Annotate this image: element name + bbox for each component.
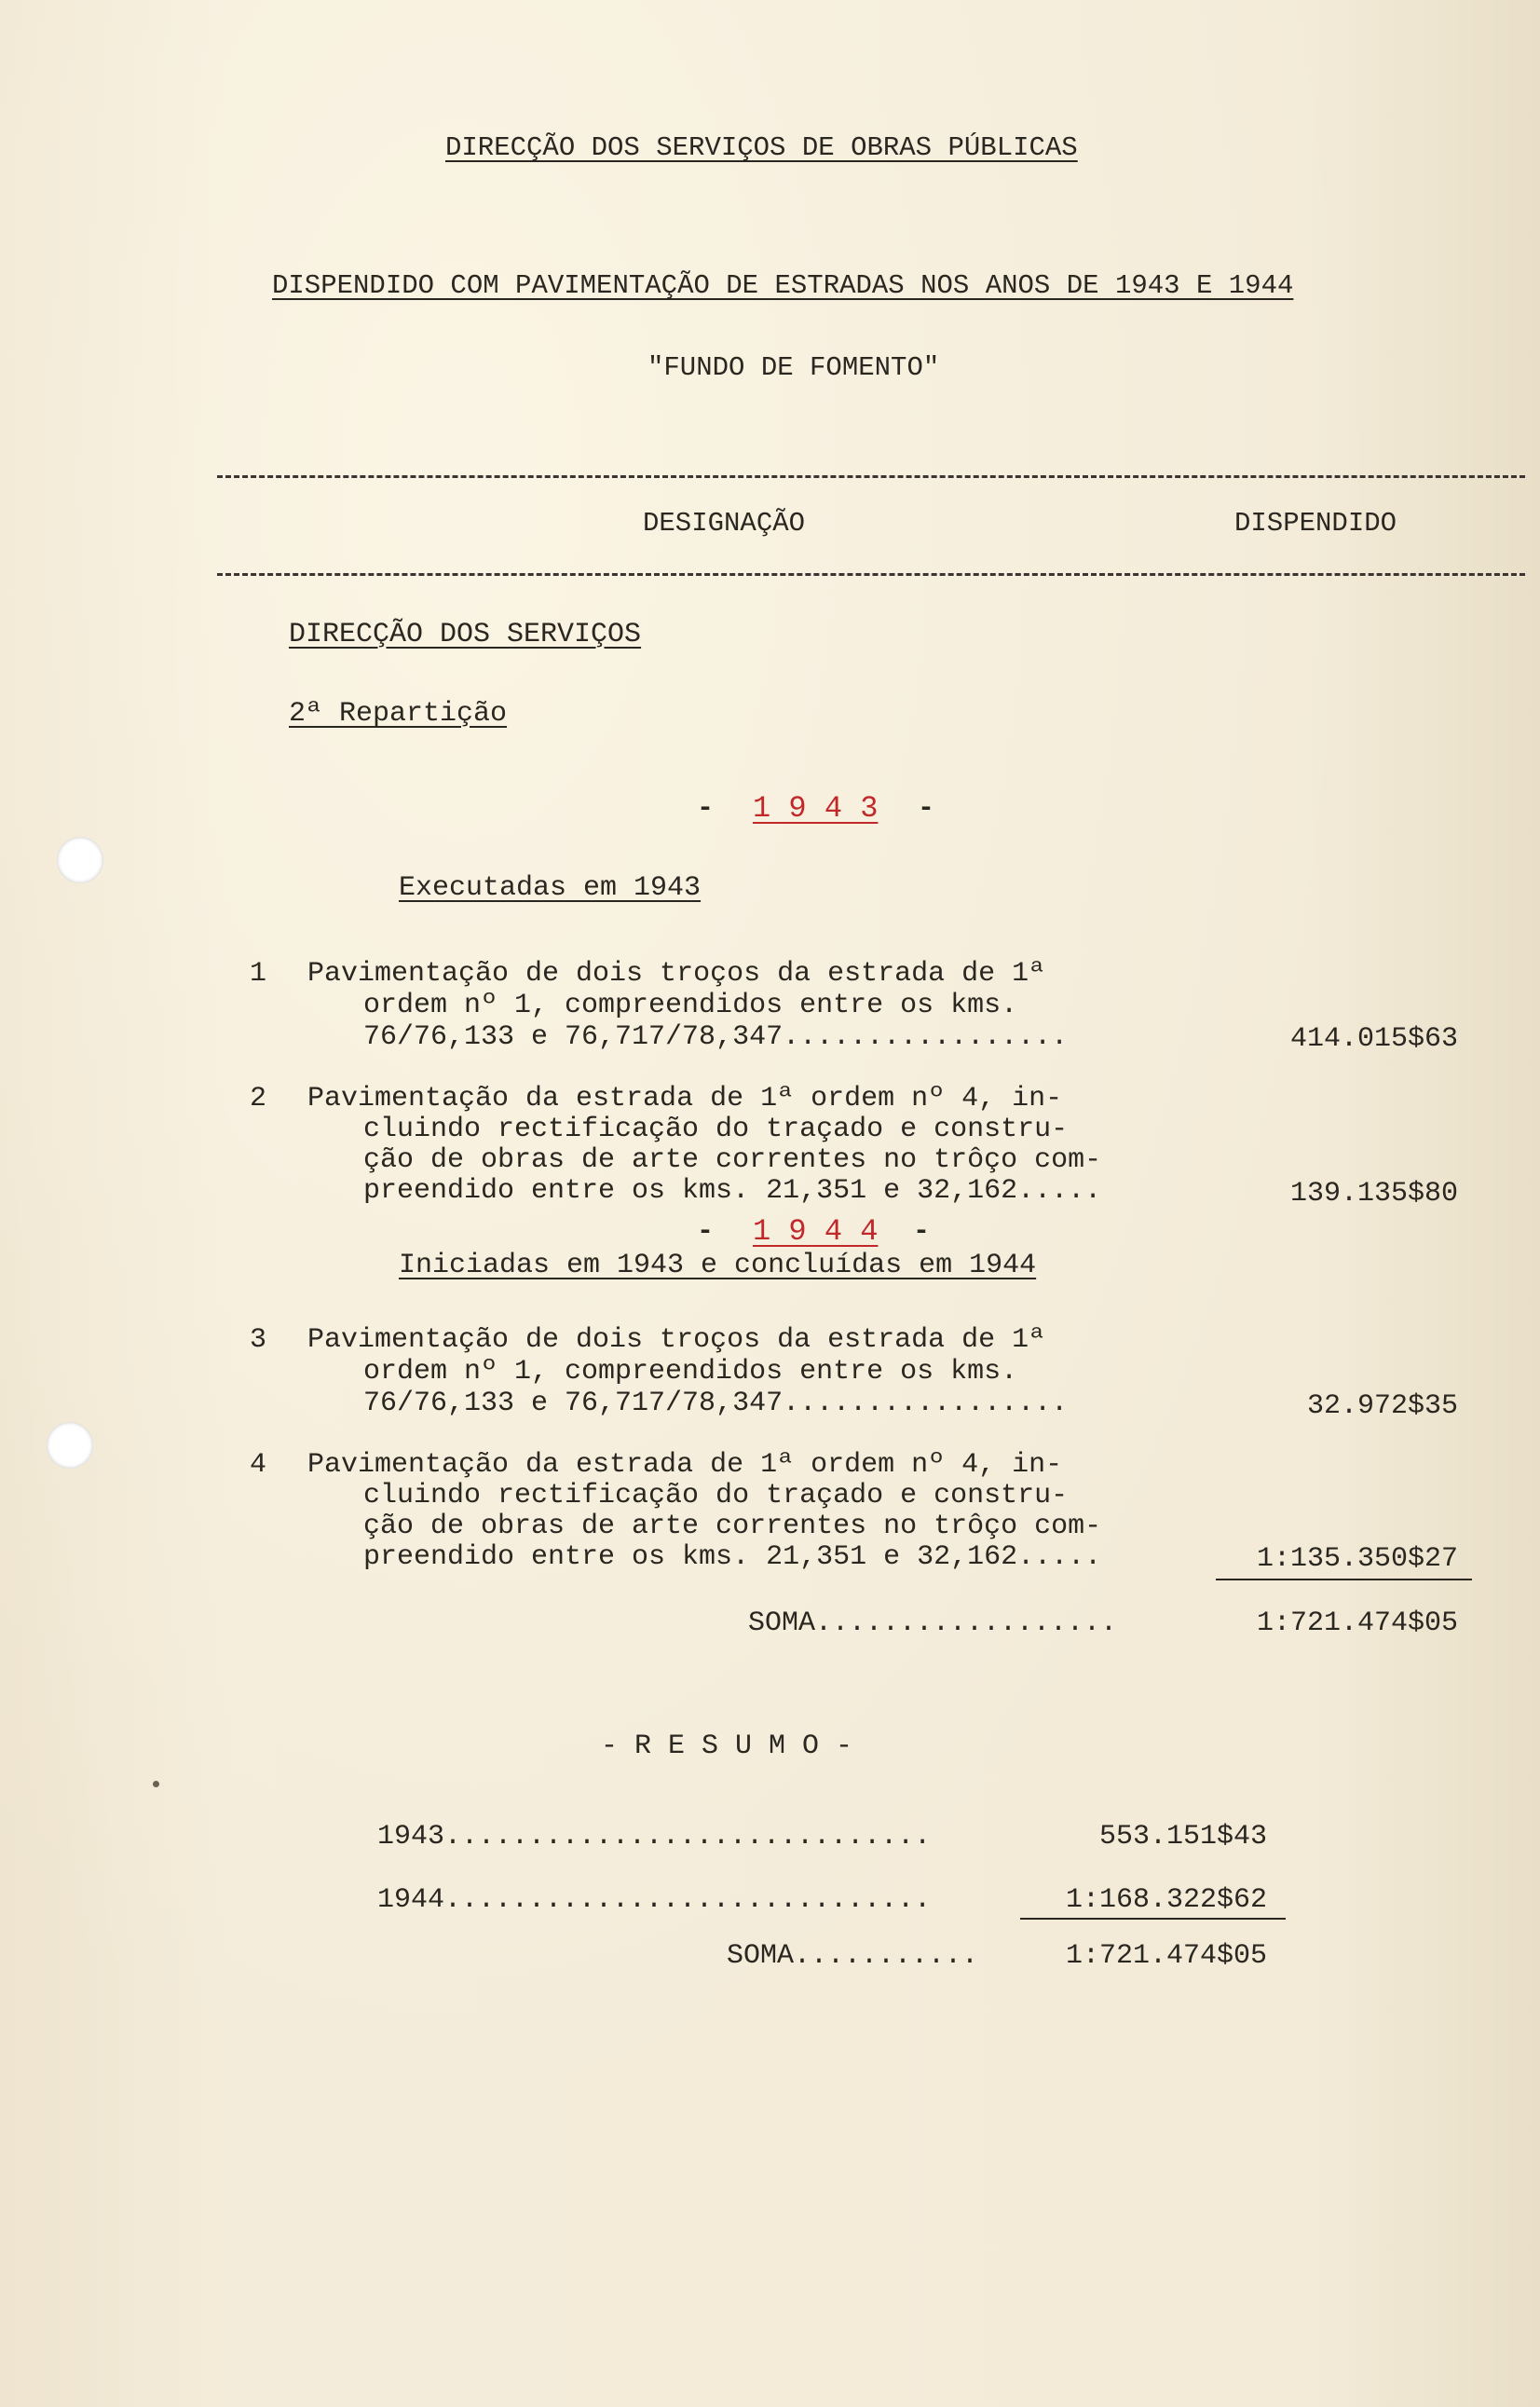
- item-text-line: cluindo rectificação do traçado e constru-: [363, 1114, 1069, 1145]
- summary-row-amount: 1:168.322$62: [1065, 1884, 1267, 1916]
- punch-hole-top: [57, 837, 103, 883]
- item-amount: 32.972$35: [1306, 1390, 1458, 1422]
- year-1944-dash-right: -: [913, 1216, 931, 1248]
- item-text-line: 76/76,133 e 76,717/78,347.................: [363, 1021, 1069, 1053]
- item-number: 1: [250, 958, 267, 990]
- header-rule-bottom: [217, 573, 1525, 576]
- item-text-line: Pavimentação de dois troços da estrada de 1ª: [307, 958, 1046, 990]
- column-designation-header: DESIGNAÇÃO: [643, 508, 806, 539]
- summary-total-label: SOMA...........: [727, 1940, 979, 1972]
- item-amount: 414.015$63: [1289, 1023, 1458, 1055]
- year-1944-heading: 1 9 4 4: [753, 1214, 879, 1249]
- year-1943-heading: 1 9 4 3: [753, 791, 879, 826]
- item-text-line: preendido entre os kms. 21,351 e 32,162.....: [363, 1541, 1102, 1573]
- year-1943-dash-left: -: [697, 793, 715, 825]
- header-rule-top: [217, 475, 1525, 478]
- completed-subheading: Iniciadas em 1943 e concluídas em 1944: [399, 1250, 1037, 1281]
- total-label: SOMA..................: [748, 1607, 1118, 1639]
- subtotal-rule: [1216, 1579, 1472, 1580]
- year-1944-dash-left: -: [697, 1216, 715, 1248]
- item-text-line: Pavimentação de dois troços da estrada de 1ª: [307, 1324, 1046, 1356]
- item-text-line: ção de obras de arte correntes no trôço com-: [363, 1511, 1102, 1542]
- summary-row-amount: 553.151$43: [1098, 1821, 1267, 1853]
- item-text-line: 76/76,133 e 76,717/78,347.................: [363, 1388, 1069, 1419]
- item-text-line: ordem nº 1, compreendidos entre os kms.: [363, 1356, 1018, 1388]
- item-number: 3: [250, 1324, 267, 1356]
- fund-name: "FUNDO DE FOMENTO": [647, 352, 940, 383]
- item-text-line: cluindo rectificação do traçado e constru-: [363, 1480, 1069, 1511]
- summary-title: - R E S U M O -: [601, 1730, 853, 1762]
- item-text-line: Pavimentação da estrada de 1ª ordem nº 4, in-: [307, 1449, 1063, 1481]
- summary-subtotal-rule: [1020, 1918, 1286, 1920]
- item-text-line: ordem nº 1, compreendidos entre os kms.: [363, 990, 1018, 1021]
- item-text-line: Pavimentação da estrada de 1ª ordem nº 4, in-: [307, 1083, 1063, 1115]
- item-number: 4: [250, 1449, 267, 1481]
- department-heading: DIRECÇÃO DOS SERVIÇOS: [289, 619, 642, 650]
- document-title: DIRECÇÃO DOS SERVIÇOS DE OBRAS PÚBLICAS: [445, 132, 1078, 163]
- year-1943-dash-right: -: [918, 793, 935, 825]
- total-amount: 1:721.474$05: [1256, 1607, 1458, 1639]
- item-text-line: preendido entre os kms. 21,351 e 32,162.....: [363, 1175, 1102, 1207]
- office-heading: 2ª Repartição: [289, 698, 508, 730]
- column-spent-header: DISPENDIDO: [1234, 508, 1397, 539]
- item-amount: 1:135.350$27: [1256, 1543, 1458, 1575]
- executed-subheading: Executadas em 1943: [399, 872, 702, 904]
- summary-total-amount: 1:721.474$05: [1065, 1940, 1267, 1972]
- summary-row-label: 1943.............................: [377, 1821, 932, 1853]
- document-subtitle: DISPENDIDO COM PAVIMENTAÇÃO DE ESTRADAS NOS ANOS DE 1943 E 1944: [272, 270, 1294, 301]
- ink-speck: [153, 1781, 159, 1787]
- item-number: 2: [250, 1083, 267, 1115]
- summary-row-label: 1944.............................: [377, 1884, 932, 1916]
- item-text-line: ção de obras de arte correntes no trôço com-: [363, 1144, 1102, 1176]
- item-amount: 139.135$80: [1289, 1178, 1458, 1210]
- punch-hole-bottom: [47, 1422, 93, 1469]
